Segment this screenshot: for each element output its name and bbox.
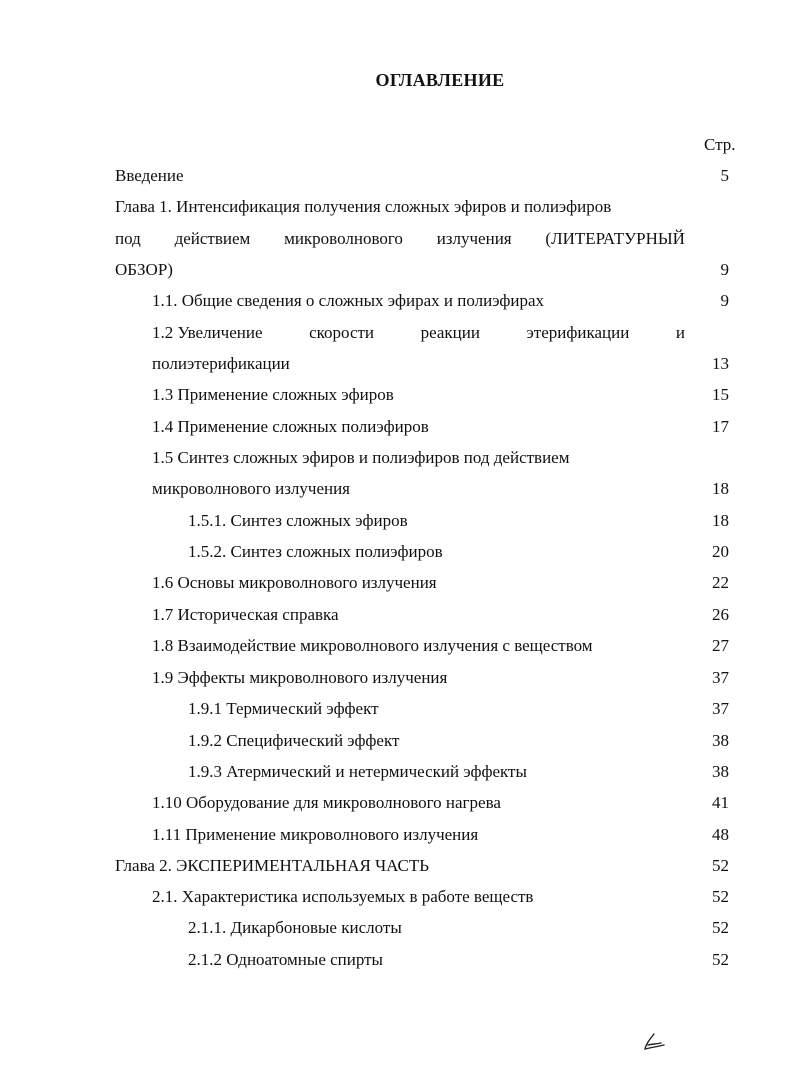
toc-entry-page: 37 xyxy=(712,699,729,718)
toc-entry-page: 13 xyxy=(712,354,729,373)
toc-word: микроволнового xyxy=(284,229,403,248)
toc-entry-page: 52 xyxy=(712,887,729,906)
toc-entry-text: ОБЗОР) xyxy=(115,260,173,279)
toc-entry-text: полиэтерификации xyxy=(152,354,290,373)
toc-entry-text: 1.10 Оборудование для микроволнового нагрева xyxy=(152,793,501,812)
toc-entry-text: 1.5 Синтез сложных эфиров и полиэфиров под действием xyxy=(152,448,570,467)
page-title: ОГЛАВЛЕНИЕ xyxy=(375,70,505,90)
toc-word: этерификации xyxy=(526,323,630,342)
toc-entry-text: 1.3 Применение сложных эфиров xyxy=(152,385,394,404)
toc-entry-text: 2.1.1. Дикарбоновые кислоты xyxy=(188,918,402,937)
toc-word: действием xyxy=(174,229,251,248)
toc-entry-page: 52 xyxy=(712,950,729,969)
toc-entry-text: Введение xyxy=(115,166,184,185)
toc-entry-text: 1.5.1. Синтез сложных эфиров xyxy=(188,511,408,530)
toc-entry-page: 27 xyxy=(712,636,729,655)
toc-entry-justified xyxy=(115,229,685,249)
toc-entry-text: 1.6 Основы микроволнового излучения xyxy=(152,573,437,592)
toc-entry-page: 9 xyxy=(720,260,729,279)
toc-word: 1.2 Увеличение xyxy=(152,323,263,342)
toc-word: и xyxy=(675,323,685,342)
toc-entry-text: Глава 2. ЭКСПЕРИМЕНТАЛЬНАЯ ЧАСТЬ xyxy=(115,856,430,875)
toc-entry-page: 22 xyxy=(712,573,729,592)
toc-entry-text: 1.9.3 Атермический и нетермический эффекты xyxy=(188,762,527,781)
toc-entry-page: 38 xyxy=(712,731,729,750)
toc-entry-page: 15 xyxy=(712,385,729,404)
toc-entry-page: 26 xyxy=(712,605,729,624)
toc-entry-text: 1.4 Применение сложных полиэфиров xyxy=(152,417,429,436)
toc-entry-text: 1.11 Применение микроволнового излучения xyxy=(152,825,479,844)
toc-entry-page: 41 xyxy=(712,793,729,812)
toc-entry-text: 1.7 Историческая справка xyxy=(152,605,339,624)
toc-word: (ЛИТЕРАТУРНЫЙ xyxy=(545,229,685,248)
toc-entry-page: 9 xyxy=(720,291,729,310)
toc-word: реакции xyxy=(420,323,480,342)
page-column-label: Стр. xyxy=(704,135,736,154)
toc-entry-page: 52 xyxy=(712,918,729,937)
toc-entry-page: 52 xyxy=(712,856,729,875)
toc-word: скорости xyxy=(309,323,375,342)
toc-entry-text: 1.1. Общие сведения о сложных эфирах и полиэфирах xyxy=(152,291,545,310)
handwritten-mark-icon xyxy=(642,1032,672,1054)
toc-word: излучения xyxy=(436,229,512,248)
toc-entry-page: 18 xyxy=(712,479,729,498)
toc-entry-text: 1.5.2. Синтез сложных полиэфиров xyxy=(188,542,443,561)
toc-entry-text: 1.9.1 Термический эффект xyxy=(188,699,379,718)
toc-entry-page: 48 xyxy=(712,825,729,844)
toc-entry-page: 17 xyxy=(712,417,729,436)
toc-entry-page: 18 xyxy=(712,511,729,530)
toc-entry-page: 5 xyxy=(720,166,729,185)
toc-entry-text: 1.8 Взаимодействие микроволнового излучения с веществом xyxy=(152,636,593,655)
toc-entry-text: 1.9.2 Специфический эффект xyxy=(188,731,400,750)
toc-entry-text: Глава 1. Интенсификация получения сложных эфиров и полиэфиров xyxy=(115,197,612,216)
toc-entry-page: 37 xyxy=(712,668,729,687)
toc-entry-text: 2.1.2 Одноатомные спирты xyxy=(188,950,383,969)
toc-entry-text: микроволнового излучения xyxy=(152,479,350,498)
toc-entry-justified xyxy=(152,323,685,343)
toc-entry-text: 1.9 Эффекты микроволнового излучения xyxy=(152,668,448,687)
toc-entry-page: 20 xyxy=(712,542,729,561)
toc-entry-page: 38 xyxy=(712,762,729,781)
toc-entry-text: 2.1. Характеристика используемых в работе веществ xyxy=(152,887,534,906)
toc-word: под xyxy=(115,229,141,248)
